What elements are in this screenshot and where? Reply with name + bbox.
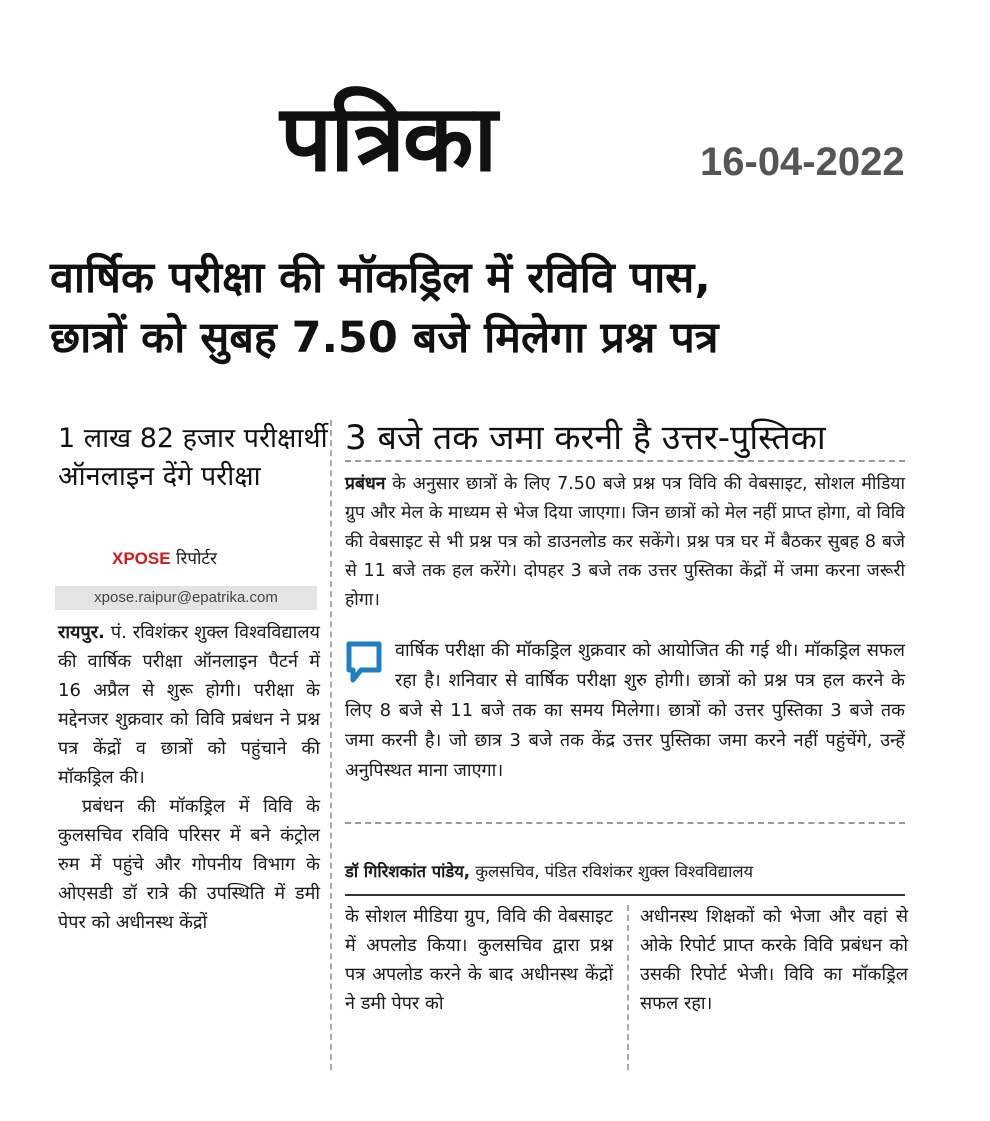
attribution-title: कुलसचिव, पंडित रविशंकर शुक्ल विश्वविद्यालय [475,862,754,881]
sidebar-summary [345,470,905,615]
xpose-brand: XPOSE [112,549,171,568]
sidebar-heading: 3 बजे तक जमा करनी है उत्तर-पुस्तिका [345,418,826,458]
quote-text: वार्षिक परीक्षा की मॉकड्रिल शुक्रवार को आयोजित की गई थी। मॉकड्रिल सफल रहा है। शनिवार से वार्षिक परीक्षा शुरु होगी। छात्रों को प्रश्न पत्र हल करने के लिए 8 बजे से 11 बजे तक का समय मिलेगा। छात्रों को उत्तर पुस्तिका 3 बजे तक जमा करनी है। जो छात्र 3 बजे तक केंद्र उत्तर पुस्तिका जमा करने नहीं पहुंचेंगे, उन्हें अनुपिस्थत माना जाएगा। [345,640,905,781]
left-article-body [58,618,320,937]
registrar-quote [345,636,905,786]
column-divider [330,420,332,1070]
left-paragraph-2: प्रबंधन की मॉकड्रिल में विवि के कुलसचिव रविवि परिसर में बने कंट्रोल रुम में पहुंचे और गोपनीय विभाग के ओएसडी डॉ रात्रे की उपस्थिति में डमी पेपर को अधीनस्थ केंद्रों [58,796,320,933]
dateline: रायपुर. [58,622,105,643]
attribution-name: डॉ गिरिशकांत पांडेय, [345,862,471,881]
continuation-column-2: अधीनस्थ शिक्षकों को भेजा और वहां से ओके रिपोर्ट प्राप्त करके विवि प्रबंधन को उसकी रिपोर्ट भेजी। विवि का मॉकड्रिल सफल रहा। [640,906,908,1014]
continuation-column-1: के सोशल मीडिया ग्रुप, विवि की वेबसाइट में अपलोड किया। कुलसचिव द्वारा प्रश्न पत्र अपलोड करने के बाद अधीनस्थ केंद्रों ने डमी पेपर को [345,906,613,1014]
quote-rule [345,822,905,824]
headline [50,248,950,368]
newspaper-masthead: पत्रिका [280,84,496,192]
sidebar-rule [345,460,905,462]
left-subheading: 1 लाख 82 हजार परीक्षार्थी ऑनलाइन देंगे परीक्षा [58,423,328,492]
reporter-email: xpose.raipur@epatrika.com [55,586,317,610]
continuation-divider [627,905,629,1070]
quote-attribution [345,858,905,886]
left-paragraph-1: पं. रविशंकर शुक्ल विश्वविद्यालय की वार्षिक परीक्षा ऑनलाइन पैटर्न में 16 अप्रैल से शुरू होगी। परीक्षा के मद्देनजर शुक्रवार को विवि प्रबंधन ने प्रश्न पत्र केंद्रों व छात्रों को पहुंचाने की मॉकड्रिल की। [58,622,320,788]
continuation-rule [345,894,905,896]
byline-role: रिपोर्टर [176,549,217,569]
headline-line-2: छात्रों को सुबह 7.50 बजे मिलेगा प्रश्न पत्र [50,313,719,363]
headline-line-1: वार्षिक परीक्षा की मॉकड्रिल में रविवि पास, [50,253,711,303]
summary-lead: प्रबंधन [345,474,386,494]
publication-date: 16-04-2022 [700,140,905,184]
byline [112,546,217,569]
summary-text: के अनुसार छात्रों के लिए 7.50 बजे प्रश्न पत्र विवि की वेबसाइट, सोशल मीडिया ग्रुप और मेल के माध्यम से भेज दिया जाएगा। जिन छात्रों को मेल नहीं प्राप्त होगा, वो विवि की वेबसाइट से भी प्रश्न पत्र को डाउनलोड कर सकेंगे। प्रश्न पत्र घर में बैठकर सुबह 8 बजे से 11 बजे तक हल करेंगे। दोपहर 3 बजे तक उत्तर पुस्तिका केंद्रों में जमा करना जरूरी होगा। [345,474,905,610]
